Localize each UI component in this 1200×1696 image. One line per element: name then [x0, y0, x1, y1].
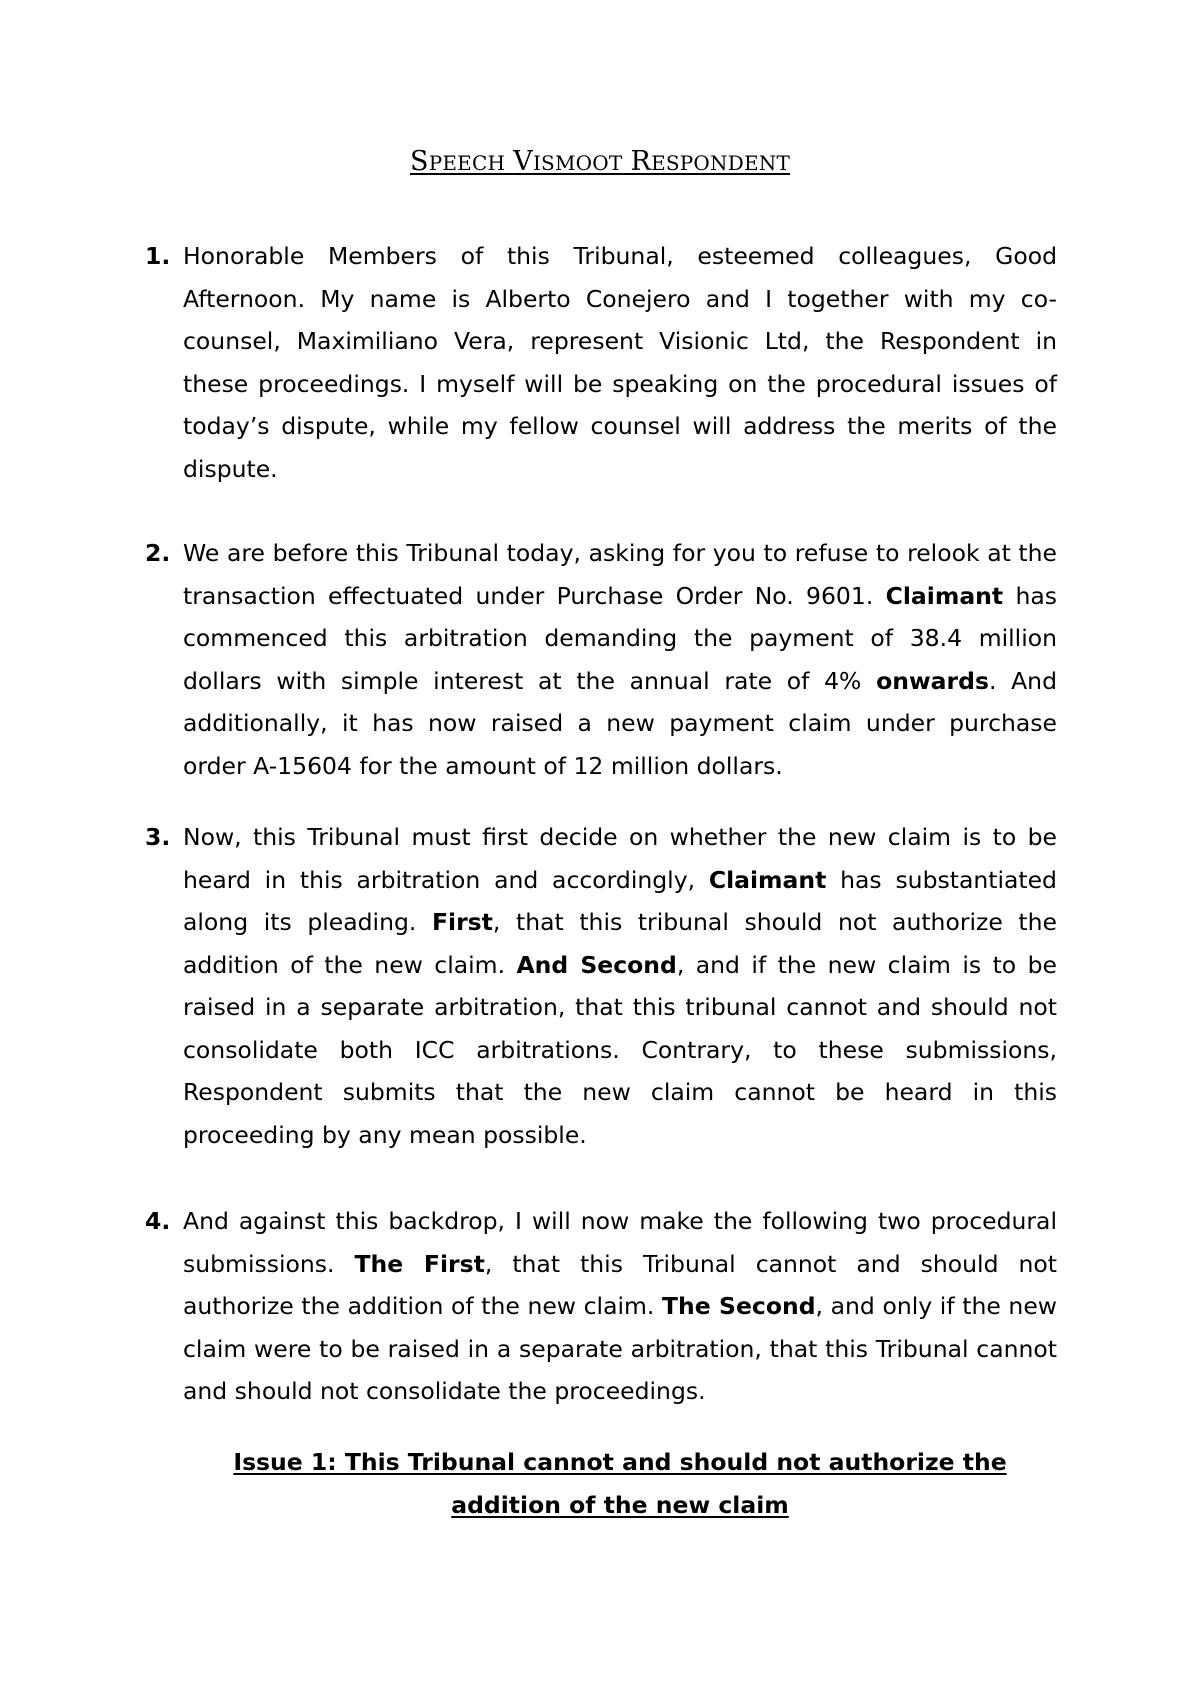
paragraph-text: Honorable Members of this Tribunal, esteemed colleagues, Good Afternoon. My name is Alberto Conejero and I together with my co-counsel, Maximiliano Vera, represent Visionic Ltd, the Respondent in these proceedings. I myself will be speaking on the procedural issues of today’s dispute, while my fellow counsel will address the merits of the dispute. — [183, 242, 1057, 483]
page-title: SPEECH VISMOOT RESPONDENT — [409, 146, 790, 177]
issue-heading: Issue 1: This Tribunal cannot and should not authorize the addition of the new claim — [233, 1448, 1007, 1519]
emphasis: And Second — [516, 950, 677, 979]
emphasis: The First — [354, 1249, 485, 1278]
emphasis: The Second — [662, 1292, 816, 1320]
emphasis: onwards — [876, 666, 989, 695]
paragraph-number: 1. — [145, 242, 171, 270]
paragraph-3: 3. Now, this Tribunal must first decide on whether the new claim is to be heard in this arbitration and accordingly, Claimant has substantiated along its pleading. First, that this tribunal should not authorize the addition of the new claim. And Second, and if the new claim is to be raised in a separate arbitration, that this tribunal cannot and should not consolidate both ICC arbitrations. Contrary, to these submissions, Respondent submits that the new claim cannot be heard in this proceeding by any mean possible. — [183, 816, 1057, 1156]
paragraph-4: 4. And against this backdrop, I will now make the following two procedural submissions. The First, that this Tribunal cannot and should not authorize the addition of the new claim. The Second, and only if the new claim were to be raised in a separate arbitration, that this Tribunal cannot and should not consolidate the proceedings. — [183, 1200, 1057, 1413]
paragraph-number: 4. — [145, 1207, 171, 1235]
emphasis: Claimant — [708, 865, 827, 894]
emphasis: Claimant — [885, 581, 1004, 610]
paragraph-number: 2. — [145, 539, 171, 567]
paragraph-1 — [145, 235, 1057, 490]
paragraph-number: 3. — [145, 823, 171, 851]
emphasis: First — [431, 908, 493, 936]
paragraph-2: 2. We are before this Tribunal today, asking for you to refuse to relook at the transaction effectuated under Purchase Order No. 9601. Claimant has commenced this arbitration demanding the payment of 38.4 million dollars with simple interest at the annual rate of 4% onwards. And additionally, it has now raised a new payment claim under purchase order A-15604 for the amount of 12 million dollars. — [183, 532, 1057, 787]
